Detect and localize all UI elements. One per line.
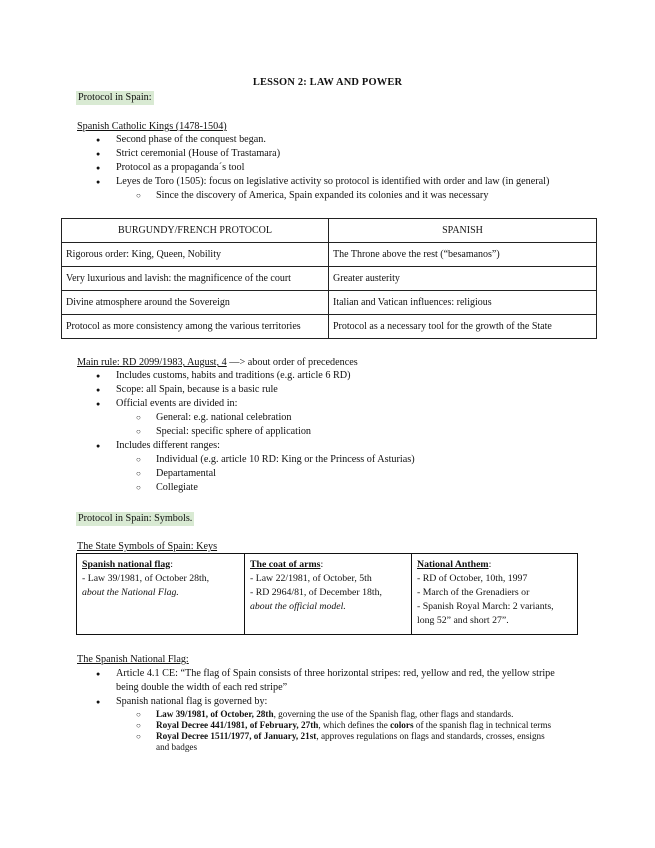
list-item: ● Includes customs, habits and traditions (e.g. article 6 RD) [77,369,415,383]
cell-line: long 52” and short 27”. [417,615,509,626]
cell-line: about the National Flag. [82,587,179,598]
subheading-national-flag: The Spanish National Flag: [77,654,189,665]
list-item: ● Spanish national flag is governed by: [77,695,555,709]
table-header-row [62,219,597,243]
cell-title: Spanish national flag [82,559,171,570]
table-cell-flag [77,554,245,635]
list-item: ● Leyes de Toro (1505): focus on legislative activity so protocol is identified with order and law (in general) [77,175,549,189]
table-row [77,554,578,635]
table-header-cell: SPANISH [329,219,597,243]
list-item: ○ Individual (e.g. article 10 RD: King or the Princess of Asturias) [77,453,415,467]
table-row [62,267,597,291]
cell-line: about the official model. [250,601,346,612]
table-cell: Greater austerity [329,267,597,291]
table-cell: Protocol as a necessary tool for the growth of the State [329,315,597,339]
cell-colon: : [170,559,173,570]
list-item: ● Scope: all Spain, because is a basic rule [77,383,415,397]
list-item: ● Includes different ranges: [77,439,415,453]
table-cell: Rigorous order: King, Queen, Nobility [62,243,329,267]
table-row [62,315,597,339]
cell-title: National Anthem [417,559,489,570]
list-item: ● Article 4.1 CE: “The flag of Spain consists of three horizontal stripes: red, yellow and red, the yellow stripe [77,667,555,681]
main-rule-text: —> about order of precedences [226,357,358,368]
state-symbols-table [76,553,578,635]
catholic-kings-list [77,133,549,203]
law-description: , governing the use of the Spanish flag, other flags and standards. [273,709,514,719]
law-description: of the spanish flag in technical terms [413,720,552,730]
page-title: LESSON 2: LAW AND POWER [252,77,403,88]
list-item [77,720,551,731]
law-description: , approves regulations on flags and standards, crosses, ensigns [316,731,545,741]
law-keyword: colors [390,720,414,730]
main-rule-link[interactable]: Main rule: RD 2099/1983, August, 4 [77,357,227,368]
list-item-continuation: being double the width of each red stripe” [116,682,288,693]
table-cell: Italian and Vatican influences: religious [329,291,597,315]
table-cell: Divine atmosphere around the Sovereign [62,291,329,315]
list-item: ○ Collegiate [77,481,415,495]
cell-line: - Law 22/1981, of October, 5th [250,573,372,584]
list-item [77,731,551,742]
list-item: ○ General: e.g. national celebration [77,411,415,425]
list-item [77,709,551,720]
table-cell-coat-of-arms [245,554,412,635]
list-item: ● Official events are divided in: [77,397,415,411]
cell-line: - Law 39/1981, of October 28th, [82,573,210,584]
main-rule-list [77,369,415,495]
cell-line: - Spanish Royal March: 2 variants, [417,601,554,612]
list-item: ○ Since the discovery of America, Spain expanded its colonies and it was necessary [77,189,549,203]
national-flag-list [77,667,555,709]
table-cell-anthem [412,554,578,635]
list-item: ● Second phase of the conquest began. [77,133,549,147]
protocol-comparison-table [61,218,597,339]
cell-line: - RD 2964/81, of December 18th, [250,587,382,598]
table-cell: The Throne above the rest (“besamanos”) [329,243,597,267]
table-cell: Protocol as more consistency among the various territories [62,315,329,339]
list-item: ○ Departamental [77,467,415,481]
table-row [62,291,597,315]
table-cell: Very luxurious and lavish: the magnificence of the court [62,267,329,291]
cell-colon: : [488,559,492,570]
cell-title: The coat of arms [250,559,321,570]
subheading-state-symbols: The State Symbols of Spain: Keys [77,541,218,552]
table-row [62,243,597,267]
law-reference: Royal Decree 441/1981, of February, 27th [156,720,319,730]
main-rule-line [77,356,358,370]
law-description: , which defines the [318,720,391,730]
list-item: ● Strict ceremonial (House of Trastamara) [77,147,549,161]
section-heading-protocol: Protocol in Spain: [78,92,152,103]
law-reference: Royal Decree 1511/1977, of January, 21st [156,731,317,741]
list-item: ○ Special: specific sphere of application [77,425,415,439]
flag-legislation-list [77,709,551,753]
list-item: ● Protocol as a propaganda´s tool [77,161,549,175]
cell-line: - RD of October, 10th, 1997 [417,573,528,584]
table-header-cell: BURGUNDY/FRENCH PROTOCOL [62,219,329,243]
list-item-continuation: and badges [156,742,198,752]
subheading-catholic-kings: Spanish Catholic Kings (1478-1504) [77,121,227,132]
cell-colon: : [320,559,324,570]
law-reference: Law 39/1981, of October, 28th [156,709,274,719]
section-heading-symbols: Protocol in Spain: Symbols. [78,513,193,524]
cell-line: - March of the Grenadiers or [417,587,530,598]
